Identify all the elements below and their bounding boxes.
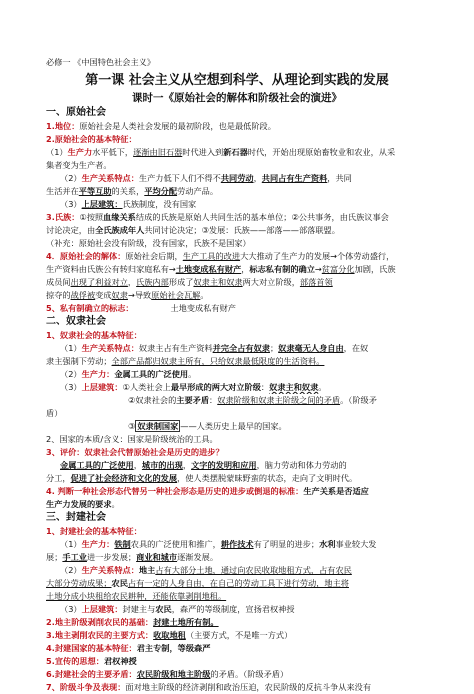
heading-slave-society: 二、奴隶社会 [46,316,106,327]
line: 5、私有制确立的标志： 土地变成私有财产 [46,303,236,313]
line: 盾） [46,408,63,418]
line: 土地分成小块租给农民耕种，还能依靠剥削地租。 [46,591,227,601]
lesson-title: 第一课 社会主义从空想到科学、从理论到实践的发展 [85,73,389,88]
line: 分工，促进了社会经济和文化的发展，使人类摆脱蒙昧野蛮的状态，走向了文明时代。 [46,473,358,483]
line: 4. 判断一种社会形态代替另一种社会形态是历史的进步或倒退的标准：生产关系是否适应 [46,486,369,496]
section-title: 课时一《原始社会的解体和阶级社会的演进》 [132,92,342,104]
line: （2）生产力：金属工具的广泛使用。 [60,369,197,379]
line: 金属工具的广泛使用，城市的出现，文字的发明和应用，脑力劳动和体力劳动的 [60,460,347,470]
line: 成员间出现了利益对立，氏族内部形成了奴隶主和奴隶两大对立阶级，部落首领 [46,277,333,287]
line: （3）上层建筑：封建主与农民，森严的等级制度，宣扬君权神授 [60,604,295,614]
line: （3）上层建筑：①人类社会上最早形成的两大对立阶级：奴隶主和奴隶。 [60,382,327,392]
line: 生活并在平等互助的关系，平均分配劳动产品。 [46,186,219,196]
line: 讨论决定，由全氏族成年人共同讨论决定；③发展：氏族——部落——部落联盟。 [46,225,340,235]
line: 2.地主阶级剥削农民的基础：封建土地所有制。 [46,617,219,627]
line: 4.封建国家的基本特征：君主专制，等级森严 [46,643,211,653]
line: 1、封建社会的基本特征： [46,526,142,536]
line: 4．原始社会的解体：原始社会后期，生产工具的改进大大推动了生产力的发展→个体劳动盛行， [46,251,395,261]
line: 3、评价：奴隶社会代替原始社会是历史的进步？ [46,447,224,457]
line: （2）生产关系特点：生产力低下人们不得不共同劳动，共同占有生产资料，共同 [60,173,352,183]
line: ③ 奴隶制国家 ——人类历史上最早的国家。 [128,421,287,431]
book-header: 必修一 《中国特色社会主义》 [46,57,156,67]
line: 掠夺的战俘被变成奴隶→导致原始社会瓦解。 [46,290,209,300]
line: 3.地主剥削农民的主要方式：收取地租（主要方式，不是唯一方式） [46,630,293,640]
heading-primitive-society: 一、原始社会 [46,107,106,118]
line: 3.氏族：①按照血缘关系结成的氏族是原始人共同生活的基本单位；②公共事务，由氏族议事会 [46,212,389,222]
line: 5.宣传的思想：君权神授 [46,656,137,666]
line: 6.封建社会的主要矛盾：农民阶级和地主阶级的矛盾。（阶级矛盾） [46,669,289,679]
line: （1）生产关系特点：奴隶主占有生产资料并完全占有奴隶；奴隶毫无人身自由，在奴 [60,343,369,353]
line: 大部分劳动成果；农民占有一定的人身自由，在自己的劳动工具下进行劳动，地主将 [46,578,349,588]
line: 2、国家的本质/含义：国家是阶级统治的工具。 [46,434,218,444]
line: 1、奴隶社会的基本特征： [46,330,142,340]
line: 生产资料由氏族公有转归家庭私有→土地变成私有财产，标志私有制的确立→贫富分化加剧，氏族 [46,264,396,274]
heading-feudal-society: 三、封建社会 [46,512,106,523]
line: 集者变为生产者。 [46,160,112,170]
line: 1.地位：原始社会是人类社会发展的最初阶段，也是最低阶段。 [46,121,276,131]
line: （2）生产关系特点：地主占有大部分土地，通过向农民收取地租方式，占有农民 [60,565,352,575]
line: 7、阶级斗争及表现：面对地主阶级的经济剥削和政治压迫，农民阶级的反抗斗争从来没有 [46,682,372,692]
line: （1）生产力：铁制农具的广泛使用和推广，耕作技术有了明显的进步；水利事业较大发 [60,539,377,549]
line: （补充：原始社会没有阶级，没有国家，氏族不是国家） [46,238,251,248]
line: ②奴隶社会的主要矛盾：奴隶阶级和奴隶主阶级之间的矛盾。（阶级矛 [128,395,377,405]
line: （3）上层建筑：氏族制度，没有国家 [60,199,197,209]
line: 生产力发展的要求。 [46,499,120,509]
line: 展；手工业进一步发展；商业和城市逐渐发展。 [46,552,219,562]
line: 2.原始社会的基本特征： [46,134,137,144]
line: （1）生产力水平低下，逐渐由旧石器时代进入到新石器时代，开始出现原始畜牧业和农业，从采 [46,147,396,157]
line: 隶主强制下劳动；全部产品都归奴隶主所有，只给奴隶最低限度的生活资料。 [46,356,325,366]
